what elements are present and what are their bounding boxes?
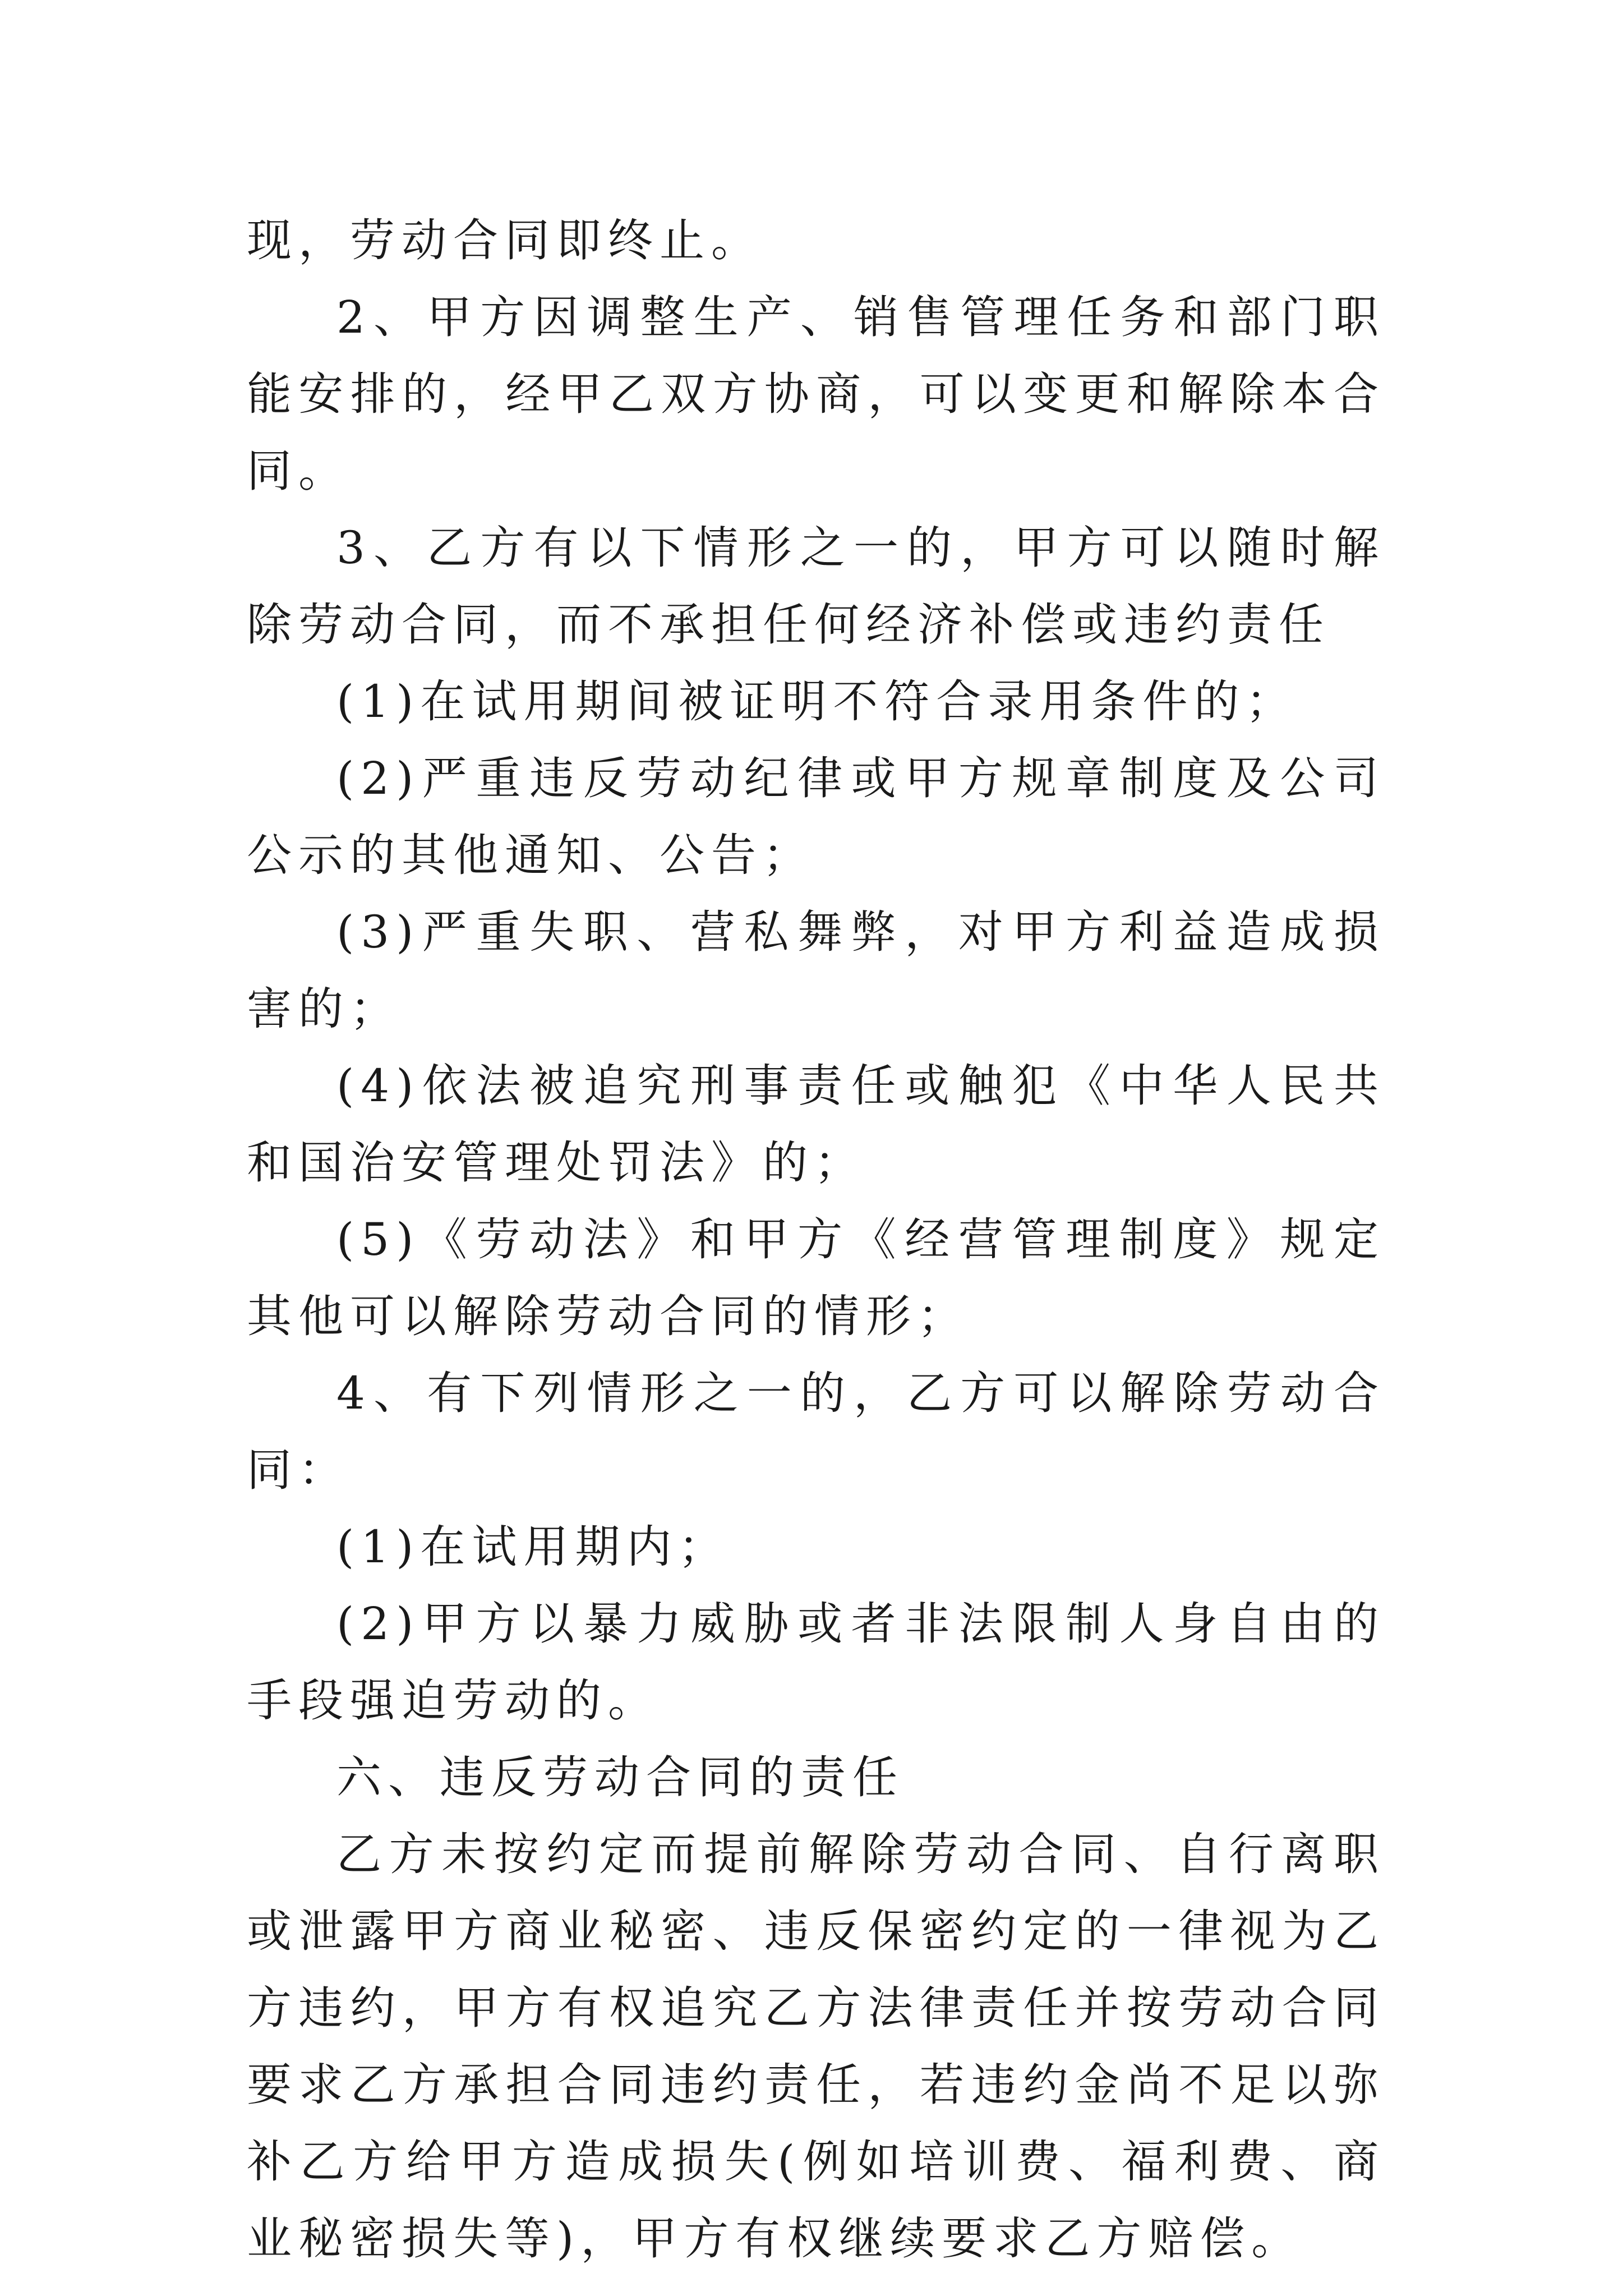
paragraph-clause-3-item-3: (3)严重失职、营私舞弊，对甲方利益造成损害的；	[247, 906, 1385, 1035]
paragraph-clause-3-item-4: (4)依法被追究刑事责任或触犯《中华人民共和国治安管理处罚法》的；	[247, 1060, 1385, 1189]
paragraph-clause-3-item-1: (1)在试用期间被证明不符合录用条件的；	[336, 675, 1298, 728]
paragraph-clause-4-item-2: (2)甲方以暴力威胁或者非法限制人身自由的手段强迫劳动的。	[247, 1598, 1385, 1727]
paragraph-clause-4-item-1: (1)在试用期内；	[336, 1521, 730, 1573]
paragraph-continuation: 现，劳动合同即终止。	[247, 214, 763, 266]
paragraph-clause-3: 3、乙方有以下情形之一的，甲方可以随时解除劳动合同，而不承担任何经济补偿或违约责任	[247, 522, 1385, 651]
section-heading-six: 六、违反劳动合同的责任	[336, 1751, 904, 1803]
paragraph-clause-3-item-2: (2)严重违反劳动纪律或甲方规章制度及公司公示的其他通知、公告；	[247, 752, 1385, 881]
paragraph-clause-2: 2、甲方因调整生产、销售管理任务和部门职能安排的，经甲乙双方协商，可以变更和解除本合同。	[247, 291, 1385, 497]
paragraph-clause-3-item-5: (5)《劳动法》和甲方《经营管理制度》规定其他可以解除劳动合同的情形；	[247, 1213, 1385, 1342]
paragraph-clause-4: 4、有下列情形之一的，乙方可以解除劳动合同：	[247, 1367, 1385, 1496]
document-body	[247, 202, 1385, 2277]
paragraph-breach-liability: 乙方未按约定而提前解除劳动合同、自行离职或泄露甲方商业秘密、违反保密约定的一律视为乙方违约，甲方有权追究乙方法律责任并按劳动合同要求乙方承担合同违约责任，若违约金尚不足以弥补乙方给甲方造成损失(例如培训费、福利费、商业秘密损失等)，甲方有权继续要求乙方赔偿。	[247, 1828, 1385, 2265]
